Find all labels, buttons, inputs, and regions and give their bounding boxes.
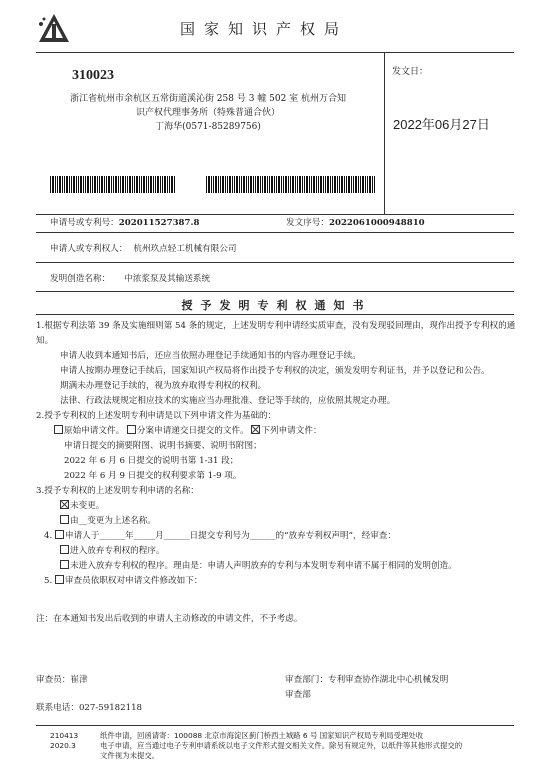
divider <box>36 291 514 292</box>
document-line: 申请日提交的摘要附图、说明书摘要、说明书附图； <box>64 441 262 451</box>
document-line: 2022 年 6 月 9 日提交的权利要求第 1-9 项。 <box>64 471 242 481</box>
applicant: 杭州玖点轻工机械有限公司 <box>133 244 237 254</box>
form-code: 210413 <box>50 731 79 740</box>
divider <box>36 725 514 726</box>
section-3-intro: 3.授予专利权的上述发明专利申请的名称： <box>36 486 199 496</box>
checkbox[interactable] <box>60 515 69 524</box>
section-2-intro: 2.授予专利权的上述发明专利申请是以下列申请文件为基础的： <box>36 411 277 421</box>
paragraph: 法律、行政法规规定相应技术的实施应当办理批准、登记等手续的，应依照其规定办理。 <box>60 396 396 406</box>
divider <box>36 314 514 315</box>
footer-text: 纸件申请，回函请寄：100088 北京市海淀区蓟门桥西土城路 6 号 国家知识产权局专利局受理处收 电子申请，应当通过电子专利申请系统以电子文件形式提交相关文件。除另有规定外，以纸件等其他形式提交的 文件视为未提交。 <box>100 731 463 760</box>
form-version: 2020.3 <box>50 741 76 750</box>
application-number: 202011527387.8 <box>118 218 200 228</box>
application-number-row: 申请号或专利号：202011527387.8 <box>50 218 200 228</box>
divider <box>36 52 514 53</box>
office-title: 国家知识产权局 <box>180 20 349 38</box>
invention-row: 发明创造名称： 中浓浆泵及其输送系统 <box>50 274 211 284</box>
divider <box>384 52 385 214</box>
checkbox[interactable] <box>60 545 69 554</box>
checkbox[interactable] <box>54 425 63 434</box>
postcode: 310023 <box>72 68 114 83</box>
contact-phone: 联系电话：027-59182118 <box>36 703 143 713</box>
barcode <box>206 176 376 193</box>
section-2-options: 原始申请文件。 分案申请递交日提交的文件。 下列申请文件： <box>36 424 516 439</box>
document-line: 2022 年 6 月 6 日提交的说明书第 1-31 段； <box>64 456 239 466</box>
divider <box>36 214 514 215</box>
divider <box>36 232 514 233</box>
invention-title: 中浓浆泵及其输送系统 <box>124 274 211 284</box>
send-date-label: 发文日： <box>392 67 429 77</box>
notice-body: 1.根据专利法第 39 条及实施细则第 54 条的规定，上述发明专利申请经实质审查，没有发现驳回理由，现作出授予专利权的通知。 申请人收到本通知书后，还应当依照办理登记手续通知书的内容办理登记手续。 申请人按期办理登记手续后，国家知识产权局将作出授予专利权的决定，颁发发明专利证书，并予以登记和公告。 期满未办理登记手续的，视为放弃取得专利权的权利。 法律、行政法规规定相应技术的实施应当办理批准、登记等手续的，应依照其规定办理。 2.授予专利权的上述发明专利申请是以下列申请文件为基础的： 原始申请文件。 分案申请递交日提交的文件。 下列申请文件： 申请日提交的摘要附图、说明书摘要、说明书附图； 2022 年 6 月 6 日提交的说明书第 1-31 段； 2022 年 6 月 9 日提交的权利要求第 1-9 项。 3.授予专利权的上述发明专利申请的名称： 未变更。 由__变更为上述名称。 4. 申请人于______年_____月______日提交专利号为______的“放弃专利权声明”，经审查： 进入放弃专利权的程序。 未进入放弃专利权的程序。理由是：申请人声明放弃的专利与本发明专利申请不属于相同的发明创造。 5. 审查员依职权对申请文件修改如下： <box>36 321 516 586</box>
recipient-address: 浙江省杭州市余杭区五常街道溪沁街 258 号 3 幢 502 室 杭州万合知 识产权代理事务所（特殊普通合伙） 丁海华(0571-85289756) <box>69 94 347 132</box>
checkbox[interactable] <box>55 530 64 539</box>
paragraph: 申请人收到本通知书后，还应当依照办理登记手续通知书的内容办理登记手续。 <box>60 351 361 361</box>
applicant-row: 申请人或专利权人： 杭州玖点轻工机械有限公司 <box>50 244 237 254</box>
document-number: 2022061000948810 <box>328 218 425 228</box>
cnipa-logo <box>36 12 72 46</box>
barcode <box>50 176 176 193</box>
checkbox-checked[interactable] <box>251 425 260 434</box>
send-date: 2022年06月27日 <box>393 117 490 132</box>
checkbox-checked[interactable] <box>60 500 69 509</box>
note: 注：在本通知书发出后收到的申请人主动修改的申请文件，不予考虑。 <box>36 614 303 624</box>
paragraph: 申请人按期办理登记手续后，国家知识产权局将作出授予专利权的决定，颁发发明专利证书，并予以登记和公告。 <box>60 366 490 376</box>
checkbox[interactable] <box>127 425 136 434</box>
checkbox[interactable] <box>55 575 64 584</box>
checkbox[interactable] <box>60 560 69 569</box>
divider <box>36 262 514 263</box>
paragraph: 1.根据专利法第 39 条及实施细则第 54 条的规定，上述发明专利申请经实质审查，没有发现驳回理由，现作出授予专利权的通知。 <box>36 321 516 346</box>
notice-title: 授予发明专利权通知书 <box>181 299 372 312</box>
paragraph: 期满未办理登记手续的，视为放弃取得专利权的权利。 <box>60 381 267 391</box>
examining-department: 审查部门：专利审查协作湖北中心机械发明 审查部 <box>285 675 449 700</box>
examiner: 审查员：崔津 <box>36 675 88 685</box>
document-number-row: 发文序号：2022061000948810 <box>286 218 425 228</box>
